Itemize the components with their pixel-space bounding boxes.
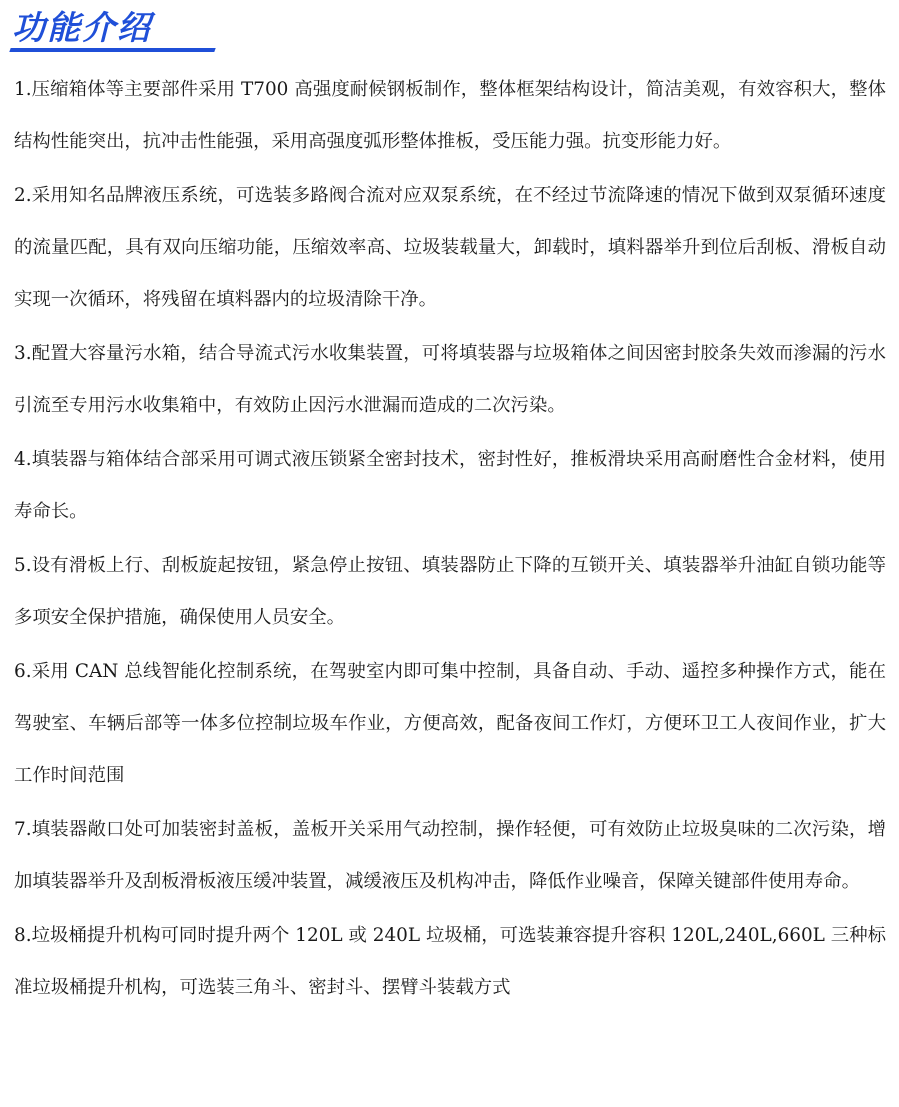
section-title: 功能介绍 (12, 8, 152, 47)
feature-list (14, 64, 886, 1016)
feature-paragraph-6: 6.采用 CAN 总线智能化控制系统，在驾驶室内即可集中控制，具备自动、手动、遥控多种操作方式，能在驾驶室、车辆后部等一体多位控制垃圾车作业，方便高效，配备夜间工作灯，方便环卫工人夜间作业，扩大工作时间范围 (14, 661, 886, 786)
feature-paragraph-8: 8.垃圾桶提升机构可同时提升两个 120L 或 240L 垃圾桶，可选装兼容提升容积 120L,240L,660L 三种标准垃圾桶提升机构，可选装三角斗、密封斗、摆臂斗装载方式 (14, 925, 886, 998)
feature-paragraph-3: 3.配置大容量污水箱，结合导流式污水收集装置，可将填装器与垃圾箱体之间因密封胶条失效而渗漏的污水引流至专用污水收集箱中，有效防止因污水泄漏而造成的二次污染。 (14, 343, 886, 416)
section-header (10, 8, 240, 58)
feature-paragraph-4: 4.填装器与箱体结合部采用可调式液压锁紧全密封技术，密封性好，推板滑块采用高耐磨性合金材料，使用寿命长。 (14, 449, 886, 522)
title-underline (9, 48, 215, 52)
feature-paragraph-1: 1.压缩箱体等主要部件采用 T700 高强度耐候钢板制作，整体框架结构设计，简洁美观，有效容积大，整体结构性能突出，抗冲击性能强，采用高强度弧形整体推板，受压能力强。抗变形能力好。 (14, 79, 886, 152)
feature-paragraph-7: 7.填装器敞口处可加装密封盖板，盖板开关采用气动控制，操作轻便，可有效防止垃圾臭味的二次污染，增加填装器举升及刮板滑板液压缓冲装置，减缓液压及机构冲击，降低作业噪音，保障关键部件使用寿命。 (14, 819, 886, 892)
feature-paragraph-5: 5.设有滑板上行、刮板旋起按钮，紧急停止按钮、填装器防止下降的互锁开关、填装器举升油缸自锁功能等多项安全保护措施，确保使用人员安全。 (14, 555, 886, 628)
feature-paragraph-2: 2.采用知名品牌液压系统，可选装多路阀合流对应双泵系统，在不经过节流降速的情况下做到双泵循环速度的流量匹配，具有双向压缩功能，压缩效率高、垃圾装载量大，卸载时，填料器举升到位后刮板、滑板自动实现一次循环，将残留在填料器内的垃圾清除干净。 (14, 185, 886, 310)
